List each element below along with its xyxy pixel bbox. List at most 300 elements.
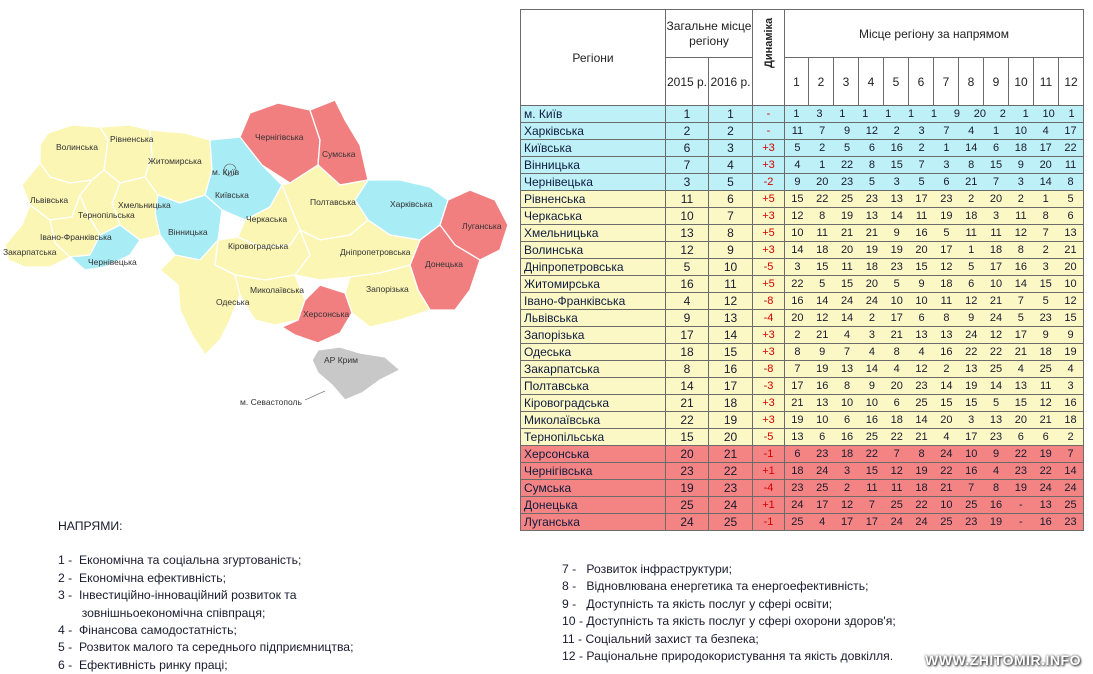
direction-rank: 4 — [1067, 363, 1074, 375]
direction-rank: 19 — [1014, 482, 1027, 494]
direction-ranks-cell — [785, 106, 1084, 123]
rank-2016-cell: 7 — [709, 208, 753, 225]
direction-rank: 11 — [915, 210, 928, 222]
header-overall: Загальне місце регіону — [666, 10, 753, 58]
dynamics-cell: +5 — [753, 225, 785, 242]
legend-right — [562, 561, 896, 665]
rank-2015-cell: 6 — [666, 140, 709, 157]
direction-rank: 9 — [1067, 329, 1074, 341]
dynamics-cell: -4 — [753, 480, 785, 497]
label-khmelnytska: Хмельницька — [118, 200, 171, 210]
direction-rank: 18 — [1064, 414, 1077, 426]
direction-ranks-cell — [785, 344, 1084, 361]
dynamics-cell: -5 — [753, 429, 785, 446]
direction-rank: 2 — [1067, 431, 1074, 443]
legend-item: 9 - Доступність та якість послуг у сфері освіти; — [562, 596, 833, 611]
direction-rank: 7 — [1067, 448, 1074, 460]
direction-rank: 22 — [1014, 448, 1027, 460]
direction-rank: 2 — [868, 312, 875, 324]
direction-rank: 16 — [791, 295, 804, 307]
direction-rank: 24 — [940, 448, 953, 460]
direction-rank: 8 — [968, 159, 975, 171]
direction-rank: 4 — [943, 431, 950, 443]
direction-rank: 16 — [816, 380, 829, 392]
rank-2016-cell: 5 — [709, 174, 753, 191]
direction-rank: 3 — [1042, 261, 1049, 273]
dynamics-cell: +3 — [753, 344, 785, 361]
direction-rank: 9 — [868, 380, 875, 392]
direction-rank: 11 — [965, 227, 977, 239]
label-chernihivska: Чернігівська — [255, 132, 304, 142]
direction-rank: 20 — [989, 193, 1003, 205]
dynamics-cell: -8 — [753, 293, 785, 310]
direction-rank: 3 — [943, 159, 950, 171]
direction-rank: 4 — [1017, 363, 1024, 375]
direction-rank: 8 — [1067, 176, 1074, 188]
dynamics-cell: +1 — [753, 463, 785, 480]
direction-ranks-cell — [785, 480, 1084, 497]
rank-2016-cell: 2 — [709, 123, 753, 140]
table-row — [521, 293, 1084, 310]
direction-rank: 10 — [989, 278, 1003, 290]
region-volynska — [40, 125, 108, 183]
direction-rank: 9 — [893, 227, 900, 239]
direction-rank: 13 — [915, 329, 928, 341]
direction-rank: 14 — [1039, 176, 1052, 188]
sevastopol-pointer — [305, 391, 325, 400]
direction-rank: 25 — [865, 431, 879, 443]
direction-rank: 9 — [992, 448, 1000, 460]
rank-2015-cell: 25 — [666, 497, 709, 514]
table-row — [521, 225, 1084, 242]
direction-rank: 17 — [989, 261, 1003, 273]
region-name-cell: Хмельницька — [521, 225, 666, 242]
direction-rank: 20 — [973, 108, 986, 120]
dynamics-cell: -8 — [753, 361, 785, 378]
direction-rank: 17 — [816, 499, 829, 511]
header-direction-4: 4 — [859, 58, 884, 106]
direction-rank: 1 — [943, 142, 950, 154]
table-row — [521, 412, 1084, 429]
direction-rank: 17 — [840, 516, 854, 528]
direction-rank: 21 — [865, 227, 879, 239]
direction-ranks-cell — [785, 429, 1084, 446]
direction-rank: 7 — [1042, 227, 1049, 239]
direction-ranks-cell — [785, 123, 1084, 140]
direction-rank: 10 — [816, 414, 829, 426]
direction-rank: 25 — [940, 516, 953, 528]
direction-rank: 10 — [791, 227, 804, 239]
direction-rank: 11 — [1039, 380, 1052, 392]
region-name-cell: Харківська — [521, 123, 666, 140]
direction-rank: 12 — [816, 312, 829, 324]
direction-rank: 6 — [943, 176, 950, 188]
label-sumska: Сумська — [322, 149, 356, 159]
direction-rank: 23 — [1014, 465, 1027, 477]
dynamics-cell: +1 — [753, 497, 785, 514]
direction-rank: 23 — [1064, 516, 1077, 528]
direction-rank: 25 — [1064, 499, 1077, 511]
direction-rank: 8 — [893, 346, 900, 358]
header-dynamics — [753, 10, 785, 106]
rank-2015-cell: 21 — [666, 395, 709, 412]
direction-rank: 14 — [1064, 465, 1077, 477]
direction-rank: 3 — [893, 176, 900, 188]
rank-2016-cell: 22 — [709, 463, 753, 480]
direction-rank: 7 — [1017, 295, 1024, 307]
direction-rank: 19 — [1039, 448, 1052, 460]
direction-rank: 18 — [816, 244, 829, 256]
region-ranking-table — [520, 9, 1084, 531]
label-vinnytska: Вінницька — [168, 227, 208, 237]
direction-rank: 21 — [840, 227, 854, 239]
direction-rank: 20 — [1039, 159, 1052, 171]
direction-rank: 2 — [893, 125, 900, 137]
direction-rank: 1 — [930, 108, 938, 120]
rank-2016-cell: 14 — [709, 327, 753, 344]
label-mykolaivska: Миколаївська — [250, 285, 304, 295]
direction-rank: 19 — [816, 363, 829, 375]
direction-rank: 2 — [968, 193, 975, 205]
direction-rank: 18 — [940, 278, 953, 290]
direction-rank: 6 — [918, 312, 925, 324]
dynamics-cell: +5 — [753, 276, 785, 293]
direction-rank: 15 — [989, 159, 1003, 171]
rank-2016-cell: 19 — [709, 412, 753, 429]
direction-rank: 3 — [918, 125, 925, 137]
direction-rank: 9 — [918, 278, 925, 290]
label-kirovohradska: Кіровоградська — [228, 241, 289, 251]
direction-rank: 15 — [791, 193, 804, 205]
rank-2015-cell: 5 — [666, 259, 709, 276]
direction-ranks-cell — [785, 191, 1084, 208]
direction-rank: 7 — [844, 346, 851, 358]
direction-rank: 5 — [968, 261, 975, 273]
direction-rank: 7 — [992, 176, 1000, 188]
direction-ranks-cell — [785, 446, 1084, 463]
region-name-cell: м. Київ — [521, 106, 666, 123]
direction-rank: 20 — [890, 380, 903, 392]
direction-rank: 7 — [968, 482, 975, 494]
direction-rank: 14 — [940, 380, 953, 392]
direction-rank: 15 — [940, 397, 953, 409]
direction-ranks-cell — [785, 327, 1084, 344]
direction-rank: 5 — [844, 142, 851, 154]
direction-rank: 8 — [868, 159, 875, 171]
rank-2015-cell: 15 — [666, 429, 709, 446]
dynamics-cell: +3 — [753, 157, 785, 174]
direction-rank: 23 — [989, 431, 1003, 443]
direction-rank: 4 — [968, 125, 975, 137]
rank-2015-cell: 17 — [666, 327, 709, 344]
direction-rank: 21 — [791, 397, 804, 409]
direction-rank: 15 — [1014, 397, 1027, 409]
table-row — [521, 395, 1084, 412]
direction-ranks-cell — [785, 242, 1084, 259]
direction-rank: 19 — [965, 380, 978, 392]
rank-2015-cell: 13 — [666, 225, 709, 242]
table-row — [521, 344, 1084, 361]
rank-2015-cell: 3 — [666, 174, 709, 191]
direction-ranks-cell — [785, 310, 1084, 327]
direction-rank: 25 — [791, 516, 804, 528]
direction-rank: 25 — [915, 397, 928, 409]
label-chernivetska: Чернівецька — [88, 257, 137, 267]
direction-rank: 15 — [840, 278, 854, 290]
direction-rank: 23 — [890, 261, 903, 273]
direction-rank: 4 — [992, 465, 1000, 477]
rank-2016-cell: 12 — [709, 293, 753, 310]
table-row — [521, 446, 1084, 463]
direction-rank: 22 — [989, 346, 1003, 358]
rank-2015-cell: 23 — [666, 463, 709, 480]
dynamics-cell: -2 — [753, 174, 785, 191]
region-name-cell: Одеська — [521, 344, 666, 361]
direction-rank: 22 — [791, 278, 804, 290]
legend-item: 8 - Відновлювана енергетика та енергоефективність; — [562, 579, 869, 594]
direction-rank: 19 — [989, 516, 1003, 528]
dynamics-cell: -5 — [753, 259, 785, 276]
region-name-cell: Рівненська — [521, 191, 666, 208]
direction-rank: 24 — [1064, 482, 1077, 494]
direction-rank: 13 — [816, 397, 829, 409]
region-name-cell: Донецька — [521, 497, 666, 514]
direction-rank: 25 — [965, 499, 978, 511]
direction-rank: 5 — [868, 176, 875, 188]
direction-rank: 5 — [918, 176, 925, 188]
direction-rank: 17 — [965, 431, 978, 443]
direction-rank: 13 — [989, 414, 1003, 426]
header-direction-12: 12 — [1059, 58, 1084, 106]
region-name-cell: Черкаська — [521, 208, 666, 225]
label-cherkaska: Черкаська — [246, 214, 288, 224]
direction-rank: 11 — [1064, 159, 1077, 171]
direction-rank: 21 — [890, 329, 903, 341]
direction-rank: 15 — [915, 261, 928, 273]
legend-item: 3 - Інвестиційно-інноваційний розвиток та — [58, 588, 297, 603]
direction-rank: 8 — [844, 380, 851, 392]
direction-rank: 13 — [840, 363, 854, 375]
header-direction-1: 1 — [785, 58, 809, 106]
header-direction-10: 10 — [1009, 58, 1034, 106]
label-zhytomyrska: Житомирська — [148, 156, 202, 166]
table-row — [521, 157, 1084, 174]
rank-2015-cell: 22 — [666, 412, 709, 429]
direction-rank: 5 — [1042, 295, 1049, 307]
direction-ranks-cell — [785, 361, 1084, 378]
legend-item: зовнішньоекономічна співпраця; — [58, 605, 266, 620]
region-name-cell: Дніпропетровська — [521, 259, 666, 276]
direction-rank: 13 — [890, 193, 903, 205]
direction-ranks-cell — [785, 208, 1084, 225]
region-name-cell: Луганська — [521, 514, 666, 531]
direction-ranks-cell — [785, 514, 1084, 531]
label-poltavska: Полтавська — [310, 197, 356, 207]
direction-rank: 12 — [890, 465, 903, 477]
direction-rank: 23 — [940, 193, 953, 205]
label-lvivska: Львівська — [30, 195, 69, 205]
dynamics-cell: +5 — [753, 191, 785, 208]
direction-rank: 8 — [1017, 244, 1024, 256]
direction-rank: 5 — [794, 142, 801, 154]
direction-rank: 2 — [1042, 244, 1049, 256]
direction-rank: 14 — [1014, 278, 1027, 290]
dynamics-cell: +3 — [753, 327, 785, 344]
direction-rank: 1 — [1068, 108, 1075, 120]
direction-rank: 2 — [999, 108, 1006, 120]
label-kyivska: Київська — [215, 190, 249, 200]
direction-rank: 14 — [989, 380, 1003, 392]
direction-rank: 13 — [940, 329, 953, 341]
direction-rank: 11 — [791, 125, 804, 137]
direction-rank: 23 — [965, 516, 978, 528]
rank-2016-cell: 18 — [709, 395, 753, 412]
direction-rank: 18 — [865, 261, 879, 273]
direction-rank: 1 — [968, 244, 975, 256]
table-row — [521, 327, 1084, 344]
dynamics-cell: - — [753, 106, 785, 123]
direction-rank: 13 — [1039, 499, 1052, 511]
dynamics-cell: +3 — [753, 395, 785, 412]
rank-2016-cell: 13 — [709, 310, 753, 327]
rank-2016-cell: 24 — [709, 497, 753, 514]
direction-rank: 20 — [840, 244, 854, 256]
direction-rank: 9 — [844, 125, 851, 137]
direction-rank: 24 — [1039, 482, 1052, 494]
rank-2016-cell: 6 — [709, 191, 753, 208]
region-name-cell: Кіровоградська — [521, 395, 666, 412]
direction-rank: 11 — [940, 295, 953, 307]
region-name-cell: Тернопільська — [521, 429, 666, 446]
region-name-cell: Київська — [521, 140, 666, 157]
direction-ranks-cell — [785, 497, 1084, 514]
region-name-cell: Івано-Франківська — [521, 293, 666, 310]
label-khersonska: Херсонська — [303, 309, 350, 319]
direction-rank: 17 — [865, 516, 879, 528]
rank-2015-cell: 14 — [666, 378, 709, 395]
dynamics-cell: -3 — [753, 378, 785, 395]
dynamics-cell: +3 — [753, 208, 785, 225]
header-direction-5: 5 — [884, 58, 909, 106]
rank-2015-cell: 18 — [666, 344, 709, 361]
direction-rank: 4 — [1042, 125, 1049, 137]
direction-ranks-cell — [785, 259, 1084, 276]
direction-rank: 4 — [868, 346, 875, 358]
direction-rank: 6 — [819, 431, 826, 443]
direction-rank: 11 — [841, 261, 853, 273]
direction-rank: 17 — [1014, 329, 1027, 341]
rank-2016-cell: 1 — [709, 106, 753, 123]
dynamics-cell: -1 — [753, 446, 785, 463]
direction-rank: 6 — [968, 278, 975, 290]
direction-rank: 11 — [990, 227, 1002, 239]
legend-item: 5 - Розвиток малого та середнього підприємництва; — [58, 640, 354, 655]
direction-rank: 24 — [965, 329, 978, 341]
table-row — [521, 463, 1084, 480]
direction-rank: 9 — [794, 176, 801, 188]
dynamics-cell: -1 — [753, 514, 785, 531]
rank-2015-cell: 20 — [666, 446, 709, 463]
direction-rank: 3 — [1067, 380, 1074, 392]
direction-rank: 2 — [819, 142, 826, 154]
direction-rank: 12 — [1064, 295, 1077, 307]
direction-rank: 6 — [1042, 431, 1049, 443]
direction-rank: 3 — [868, 329, 875, 341]
direction-rank: 19 — [890, 244, 903, 256]
header-2016: 2016 р. — [709, 58, 753, 106]
direction-rank: 4 — [918, 346, 925, 358]
direction-rank: 14 — [915, 414, 928, 426]
rank-2015-cell: 11 — [666, 191, 709, 208]
direction-ranks-cell — [785, 463, 1084, 480]
direction-rank: 10 — [1042, 108, 1055, 120]
label-zakarpatska: Закарпатська — [3, 247, 57, 257]
direction-rank: 21 — [989, 295, 1003, 307]
region-name-cell: Запорізька — [521, 327, 666, 344]
header-direction-6: 6 — [909, 58, 934, 106]
table-row — [521, 106, 1084, 123]
direction-rank: 19 — [940, 210, 953, 222]
region-name-cell: Закарпатська — [521, 361, 666, 378]
direction-rank: - — [1019, 516, 1023, 528]
direction-rank: 15 — [890, 159, 903, 171]
label-luhanska: Луганська — [462, 221, 502, 231]
direction-rank: 18 — [1014, 142, 1027, 154]
direction-rank: 20 — [1064, 261, 1077, 273]
direction-rank: 8 — [1042, 210, 1049, 222]
direction-rank: 24 — [890, 516, 903, 528]
direction-rank: 22 — [890, 431, 903, 443]
direction-rank: 23 — [915, 380, 928, 392]
table-row — [521, 174, 1084, 191]
direction-rank: 9 — [953, 108, 960, 120]
rank-2016-cell: 10 — [709, 259, 753, 276]
direction-rank: 10 — [865, 397, 879, 409]
direction-rank: 14 — [890, 210, 903, 222]
rank-2015-cell: 19 — [666, 480, 709, 497]
direction-rank: 24 — [816, 465, 829, 477]
direction-rank: 16 — [840, 431, 854, 443]
direction-rank: 13 — [965, 363, 978, 375]
direction-rank: 18 — [840, 448, 854, 460]
table-row — [521, 259, 1084, 276]
label-volynska: Волинська — [56, 142, 98, 152]
table-row — [521, 429, 1084, 446]
direction-rank: 14 — [965, 142, 978, 154]
direction-rank: 21 — [965, 176, 978, 188]
direction-rank: 25 — [1039, 363, 1052, 375]
direction-rank: 13 — [1014, 380, 1027, 392]
direction-rank: 23 — [840, 176, 854, 188]
direction-rank: 17 — [890, 312, 903, 324]
direction-rank: 25 — [890, 499, 903, 511]
direction-rank: 8 — [794, 346, 801, 358]
direction-rank: 12 — [915, 363, 928, 375]
direction-rank: 18 — [791, 465, 804, 477]
direction-rank: 2 — [794, 329, 801, 341]
direction-rank: 9 — [1017, 159, 1024, 171]
direction-rank: 1 — [908, 108, 915, 120]
direction-rank: 22 — [1039, 465, 1052, 477]
direction-rank: 24 — [865, 295, 879, 307]
direction-rank: 1 — [839, 108, 846, 120]
direction-ranks-cell — [785, 157, 1084, 174]
table-row — [521, 191, 1084, 208]
direction-rank: 6 — [1017, 431, 1024, 443]
direction-rank: 1 — [862, 108, 869, 120]
direction-rank: 7 — [893, 448, 900, 460]
direction-rank: 6 — [844, 414, 851, 426]
